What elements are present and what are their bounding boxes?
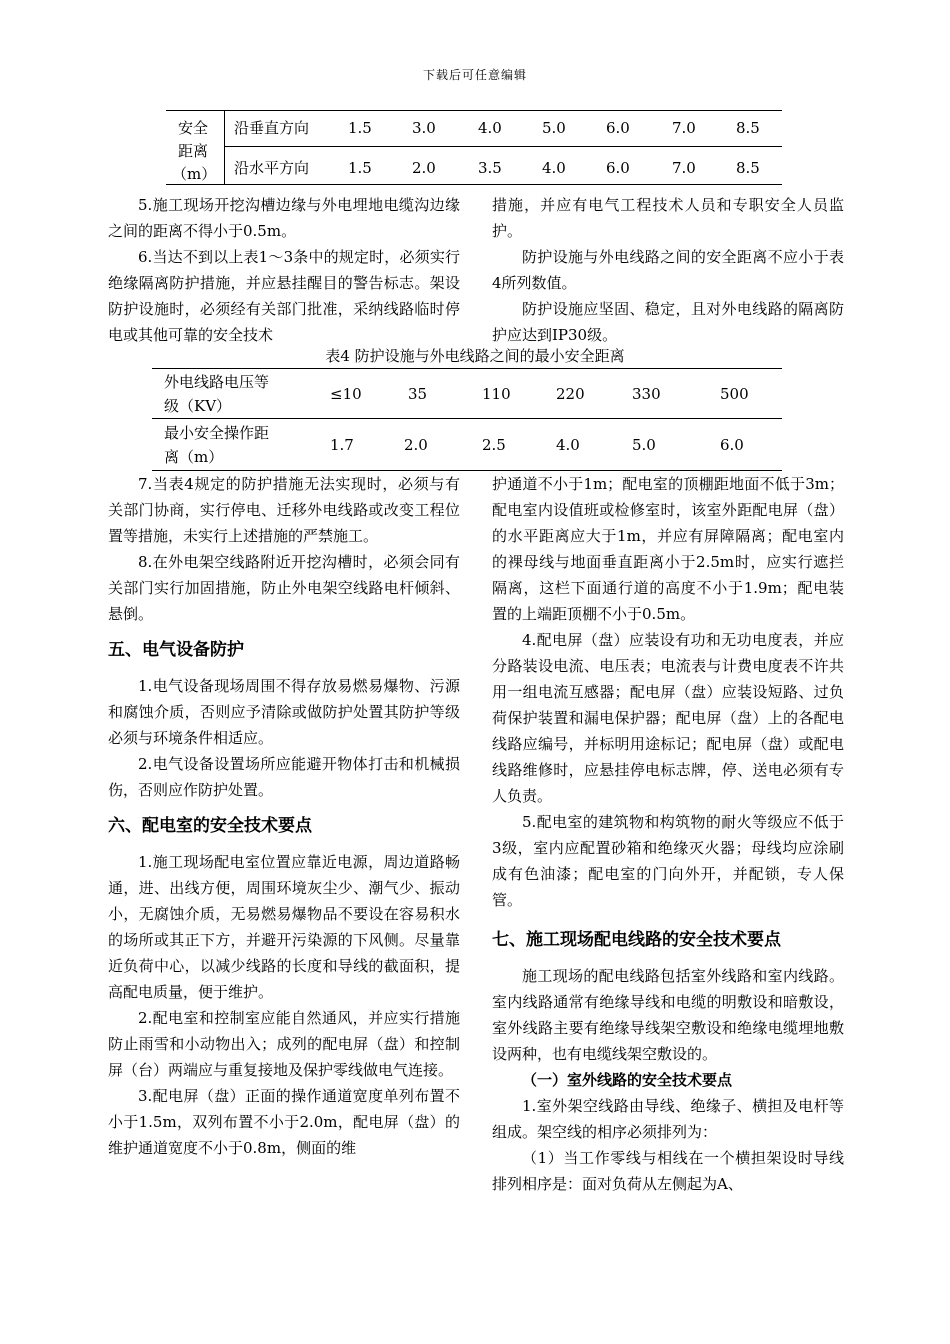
paragraph: 施工现场的配电线路包括室外线路和室内线路。室内线路通常有绝缘导线和电缆的明敷设和暗敷设，室外线路主要有绝缘导线架空敷设和绝缘电缆埋地敷设两种，也有电缆线架空敷设的。 [492,967,844,1063]
paragraph: 7.当表4规定的防护措施无法实现时，必须与有关部门协商，实行停电、迁移外电线路或改变工程位置等措施，未实行上述措施的严禁施工。 [108,475,460,545]
paragraph: 措施，并应有电气工程技术人员和专职安全人员监护。 [492,196,844,240]
table-top-rule [152,368,782,369]
paragraph: （1）当工作零线与相线在一个横担架设时导线排列相序是：面对负荷从左侧起为A、 [492,1149,844,1193]
table-cell: 4.0 [478,119,502,137]
table-cell: 7.0 [672,119,696,137]
table-cell: 7.0 [672,159,696,177]
paragraph: 1.室外架空线路由导线、绝缘子、横担及电杆等组成。架空线的相序必须排列为： [492,1097,844,1141]
table-cell: 1.5 [348,119,372,137]
table-row-divider [224,146,782,147]
row-label-line: 离（m） [164,448,224,466]
table-column-divider [224,110,225,184]
row-label-line: 最小安全操作距 [164,424,270,442]
table-cell: 8.5 [736,119,760,137]
section-heading-5: 五、电气设备防护 [108,640,244,660]
table-cell: ≤10 [330,385,362,403]
table-caption: 表4 防护设施与外电线路之间的最小安全距离 [325,347,625,365]
table-cell: 6.0 [606,159,630,177]
page-header: 下载后可任意编辑 [422,68,527,82]
row-label-horizontal: 沿水平方向 [234,159,310,177]
row-head-line-3: （m） [172,165,217,183]
paragraph: 8.在外电架空线路附近开挖沟槽时，必须会同有关部门实行加固措施，防止外电架空线路电杆倾斜、悬倒。 [108,553,460,623]
section-heading-6: 六、配电室的安全技术要点 [108,816,312,836]
right-top-column [492,192,844,348]
paragraph: 护通道不小于1m；配电室的顶棚距地面不低于3m；配电室内设值班或检修室时，该室外距配电屏（盘）的水平距离应大于1m，并应有屏障隔离；配电室内的裸母线与地面垂直距离小于2.5m时，应实行遮拦隔离，这栏下面通行道的高度不小于1.9m；配电装置的上端距顶棚不小于0.5m。 [492,475,844,623]
row-head-line-1: 安全 [178,119,209,137]
table-cell: 1.7 [330,436,354,454]
table-cell: 6.0 [606,119,630,137]
table-top-rule [166,110,782,111]
paragraph: 1.施工现场配电室位置应靠近电源，周边道路畅通，进、出线方便，周围环境灰尘少、潮气少、振动小，无腐蚀介质，无易燃易爆物品不要设在容易积水的场所或其正下方，并避开污染源的下风侧。尽量靠近负荷中心，以减少线路的长度和导线的截面积，提高配电质量，便于维护。 [108,853,460,1001]
table-row-divider [152,418,782,419]
row-label-vertical: 沿垂直方向 [234,119,310,137]
table-cell: 2.5 [482,436,506,454]
paragraph: 1.电气设备现场周围不得存放易燃易爆物、污源和腐蚀介质，否则应予清除或做防护处置其防护等级必须与环境条件相适应。 [108,677,460,747]
row-label-line: 级（KV） [164,397,232,415]
table-cell: 35 [408,385,428,403]
paragraph: 3.配电屏（盘）正面的操作通道宽度单列布置不小于1.5m，双列布置不小于2.0m，配电屏（盘）的维护通道宽度不小于0.8m，侧面的维 [108,1087,460,1157]
paragraph: 4.配电屏（盘）应装设有功和无功电度表，并应分路装设电流、电压表；电流表与计费电度表不许共用一组电流互感器；配电屏（盘）应装设短路、过负荷保护装置和漏电保护器；配电屏（盘）上的各配电线路应编号，并标明用途标记；配电屏（盘）或配电线路维修时，应悬挂停电标志牌，停、送电必须有专人负责。 [492,631,844,805]
table-cell: 3.0 [412,119,436,137]
paragraph: 5.配电室的建筑物和构筑物的耐火等级应不低于3级，室内应配置砂箱和绝缘灭火器；母线均应涂刷成有色油漆；配电室的门向外开，并配锁，专人保管。 [492,813,844,909]
table-cell: 4.0 [542,159,566,177]
table-cell: 8.5 [736,159,760,177]
paragraph: 5.施工现场开挖沟槽边缘与外电埋地电缆沟边缘之间的距离不得小于0.5m。 [108,196,460,240]
table-cell: 500 [720,385,749,403]
left-top-column [108,192,460,348]
section-heading-7: 七、施工现场配电线路的安全技术要点 [492,930,781,950]
table-bottom-rule [166,184,782,185]
table-cell: 4.0 [556,436,580,454]
paragraph: 2.电气设备设置场所应能避开物体打击和机械损伤，否则应作防护处置。 [108,755,460,799]
paragraph: 防护设施与外电线路之间的安全距离不应小于表4所列数值。 [492,248,844,292]
paragraph: 6.当达不到以上表1～3条中的规定时，必须实行绝缘隔离防护措施，并应悬挂醒目的警告标志。架设防护设施时，必须经有关部门批准，采纳线路临时停电或其他可靠的安全技术 [108,248,460,344]
table-cell: 110 [482,385,511,403]
paragraph: 2.配电室和控制室应能自然通风，并应实行措施防止雨雪和小动物出入；成列的配电屏（盘）和控制屏（台）两端应与重复接地及保护零线做电气连接。 [108,1009,460,1079]
paragraph: 防护设施应坚固、稳定，且对外电线路的隔离防护应达到IP30级。 [492,300,844,344]
table-cell: 220 [556,385,585,403]
left-column [108,471,460,1161]
table-cell: 1.5 [348,159,372,177]
table-cell: 5.0 [632,436,656,454]
table-cell: 2.0 [404,436,428,454]
row-label-line: 外电线路电压等 [164,373,270,391]
table-cell: 5.0 [542,119,566,137]
table-cell: 6.0 [720,436,744,454]
table-cell: 330 [632,385,661,403]
table-cell: 2.0 [412,159,436,177]
subsection-heading: （一）室外线路的安全技术要点 [522,1071,733,1089]
table-cell: 3.5 [478,159,502,177]
row-head-line-2: 距离 [178,142,209,160]
right-column [492,471,844,1197]
